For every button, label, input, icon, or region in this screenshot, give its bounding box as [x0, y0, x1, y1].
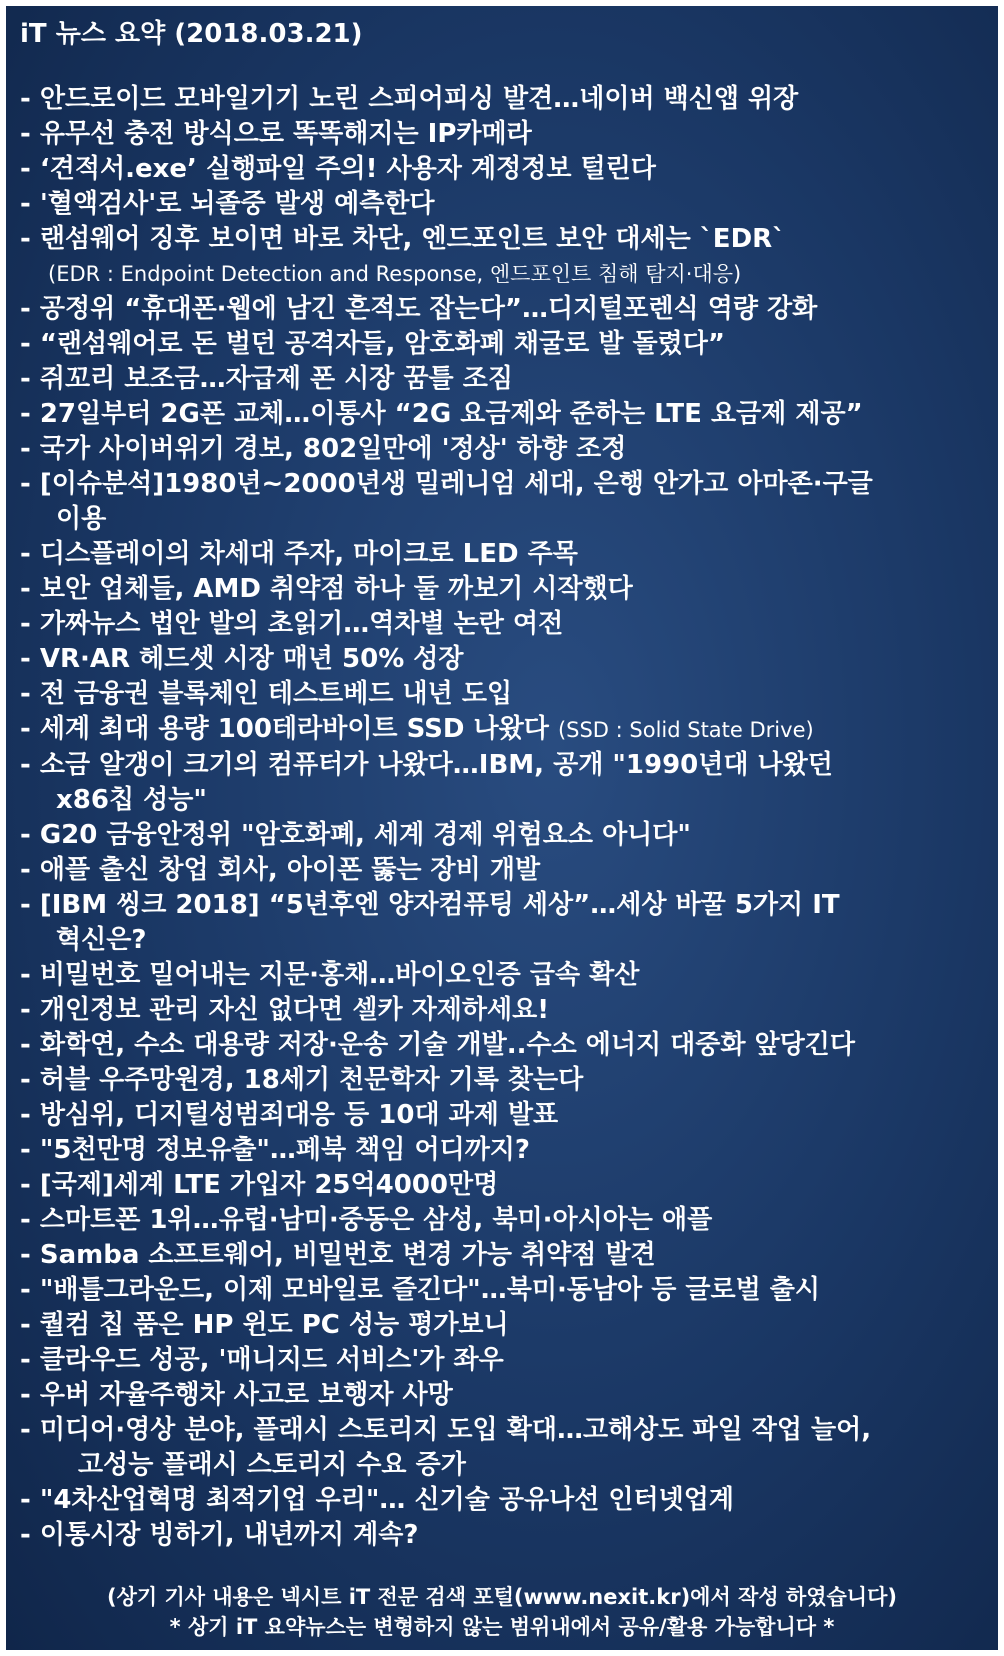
news-item [20, 818, 982, 853]
news-item [20, 362, 982, 397]
news-item [20, 432, 982, 467]
news-item-continuation: 고성능 플래시 스토리지 수요 증가 [78, 1450, 466, 1480]
news-item [20, 1378, 982, 1413]
news-item [20, 1133, 982, 1168]
news-item-text: - 이통시장 빙하기, 내년까지 계속? [20, 1520, 419, 1550]
news-item [20, 1203, 982, 1238]
news-item-continuation: x86칩 성능" [56, 785, 207, 815]
news-item-text: - Samba 소프트웨어, 비밀번호 변경 가능 취약점 발견 [20, 1240, 656, 1270]
news-item [20, 642, 982, 677]
news-item [20, 888, 982, 958]
news-item [20, 1063, 982, 1098]
news-item [20, 853, 982, 888]
news-item [20, 572, 982, 607]
news-item [20, 187, 982, 222]
news-item [20, 467, 982, 537]
news-summary-slide [6, 6, 998, 1650]
news-item-text: - 보안 업체들, AMD 취약점 하나 둘 까보기 시작했다 [20, 574, 633, 604]
news-item-text: - "4차산업혁명 최적기업 우리"… 신기술 공유나선 인터넷업계 [20, 1485, 734, 1515]
news-list [20, 82, 982, 1553]
news-item-text: - 비밀번호 밀어내는 지문·홍채…바이오인증 급속 확산 [20, 960, 640, 990]
news-item-text: - 미디어·영상 분야, 플래시 스토리지 도입 확대…고해상도 파일 작업 늘어, [20, 1415, 872, 1445]
news-item [20, 1343, 982, 1378]
news-item-text: - ‘견적서.exe’ 실행파일 주의! 사용자 계정정보 털린다 [20, 154, 656, 184]
news-item [20, 748, 982, 818]
news-item [20, 993, 982, 1028]
news-item [20, 1483, 982, 1518]
news-item-continuation: 이용 [56, 504, 107, 534]
footer-source-note: (상기 기사 내용은 넥시트 iT 전문 검색 포털(www.nexit.kr)에서 작성 하였습니다) [107, 1585, 897, 1609]
news-item [20, 1168, 982, 1203]
news-item-text: - 안드로이드 모바일기기 노린 스피어피싱 발견…네이버 백신앱 위장 [20, 84, 799, 114]
news-item-continuation: 혁신은? [56, 925, 147, 955]
news-item [20, 1238, 982, 1273]
news-item-text: - 유무선 충전 방식으로 똑똑해지는 IP카메라 [20, 119, 532, 149]
news-item [20, 677, 982, 712]
news-item-text: - 화학연, 수소 대용량 저장·운송 기술 개발..수소 에너지 대중화 앞당긴다 [20, 1030, 856, 1060]
news-item [20, 152, 982, 187]
news-item-text: - "5천만명 정보유출"…페북 책임 어디까지? [20, 1135, 531, 1165]
news-item-text: - [국제]세계 LTE 가입자 25억4000만명 [20, 1170, 499, 1200]
news-item-text: - 소금 알갱이 크기의 컴퓨터가 나왔다…IBM, 공개 "1990년대 나왔던 [20, 750, 833, 780]
news-item-text: - 가짜뉴스 법안 발의 초읽기…역차별 논란 여전 [20, 609, 564, 639]
news-item [20, 958, 982, 993]
news-item-text: - [IBM 씽크 2018] “5년후엔 양자컴퓨팅 세상”…세상 바꿀 5가지 IT [20, 890, 840, 920]
news-item-text: - 국가 사이버위기 경보, 802일만에 '정상' 하향 조정 [20, 434, 627, 464]
news-item [20, 1308, 982, 1343]
news-item-text: - 클라우드 성공, '매니지드 서비스'가 좌우 [20, 1345, 504, 1375]
news-item-text: - 우버 자율주행차 사고로 보행자 사망 [20, 1380, 453, 1410]
news-item-text: - VR·AR 헤드셋 시장 매년 50% 성장 [20, 644, 464, 674]
footer-share-note: * 상기 iT 요약뉴스는 변형하지 않는 범위내에서 공유/활용 가능합니다 * [169, 1615, 835, 1639]
news-item-text: - '혈액검사'로 뇌졸중 발생 예측한다 [20, 189, 435, 219]
news-item-note: (SSD : Solid State Drive) [557, 718, 814, 742]
news-item-text: - 방심위, 디지털성범죄대응 등 10대 과제 발표 [20, 1100, 559, 1130]
page-title: iT 뉴스 요약 (2018.03.21) [20, 19, 363, 49]
footer [6, 1582, 998, 1642]
news-item [20, 1098, 982, 1133]
news-item-text: - “랜섬웨어로 돈 벌던 공격자들, 암호화폐 채굴로 발 돌렸다” [20, 329, 725, 359]
news-item [20, 222, 982, 257]
news-item-text: - 허블 우주망원경, 18세기 천문학자 기록 찾는다 [20, 1065, 584, 1095]
news-item-text: - G20 금융안정위 "암호화폐, 세계 경제 위험요소 아니다" [20, 820, 691, 850]
news-item-text: - 디스플레이의 차세대 주자, 마이크로 LED 주목 [20, 539, 578, 569]
news-item-text: - 세계 최대 용량 100테라바이트 SSD 나왔다 [20, 714, 549, 744]
news-item [20, 1413, 982, 1483]
news-item [20, 607, 982, 642]
news-item [20, 117, 982, 152]
news-item-text: - 개인정보 관리 자신 없다면 셀카 자제하세요! [20, 995, 550, 1025]
news-item-text: - 전 금융권 블록체인 테스트베드 내년 도입 [20, 679, 513, 709]
news-item [20, 537, 982, 572]
news-item [20, 1028, 982, 1063]
news-item-text: - 27일부터 2G폰 교체…이통사 “2G 요금제와 준하는 LTE 요금제 제공” [20, 399, 863, 429]
news-item-text: - 랜섬웨어 징후 보이면 바로 차단, 엔드포인트 보안 대세는 `EDR` [20, 224, 786, 254]
news-item [20, 1273, 982, 1308]
news-item-text: - 퀄컴 칩 품은 HP 윈도 PC 성능 평가보니 [20, 1310, 509, 1340]
news-item-text: - 쥐꼬리 보조금…자급제 폰 시장 꿈틀 조짐 [20, 364, 513, 394]
news-item [20, 1518, 982, 1553]
news-item [20, 327, 982, 362]
news-item-text: - "배틀그라운드, 이제 모바일로 즐긴다"…북미·동남아 등 글로벌 출시 [20, 1275, 821, 1305]
news-item-text: - 공정위 “휴대폰·웹에 남긴 흔적도 잡는다”…디지털포렌식 역량 강화 [20, 294, 818, 324]
news-item-text: - [이슈분석]1980년~2000년생 밀레니엄 세대, 은행 안가고 아마존·구글 [20, 469, 873, 499]
news-item [20, 82, 982, 117]
news-item [20, 712, 982, 748]
news-item [20, 397, 982, 432]
news-item-subnote: (EDR : Endpoint Detection and Response, 엔드포인트 침해 탐지·대응) [48, 262, 742, 286]
news-item [20, 292, 982, 327]
news-item-text: - 애플 출신 창업 회사, 아이폰 뚫는 장비 개발 [20, 855, 541, 885]
news-item-text: - 스마트폰 1위…유럽·남미·중동은 삼성, 북미·아시아는 애플 [20, 1205, 713, 1235]
